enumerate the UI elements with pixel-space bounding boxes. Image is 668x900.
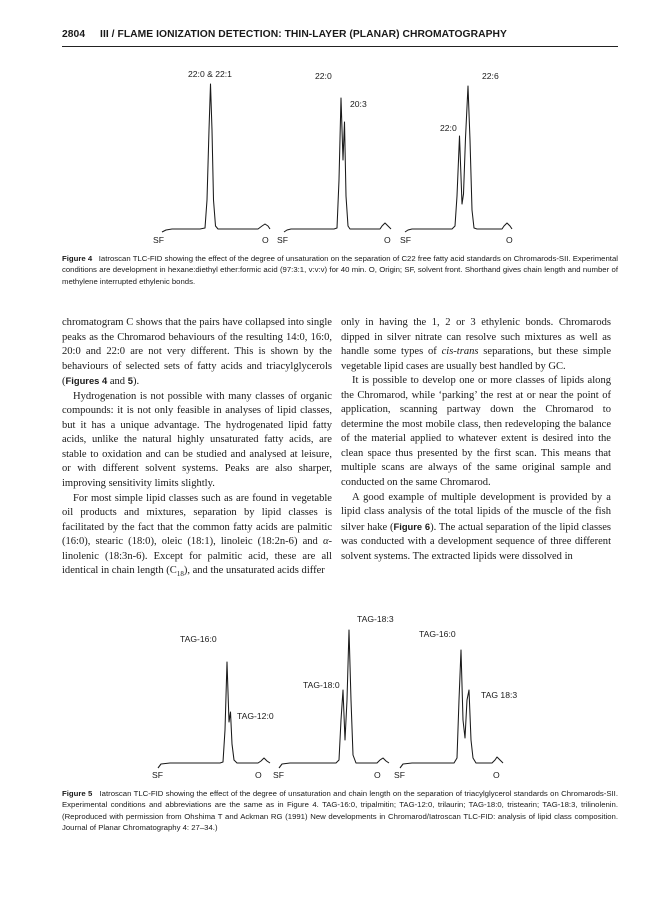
fig5-peak-label: TAG-16:0 [419,629,456,639]
fig5-peak-label: TAG-16:0 [180,634,217,644]
fig5-origin-label: O [493,770,500,780]
body-paragraph: It is possible to develop one or more classes of lipids along the Chromarod, while ‘parking’ the rest at or near the point of application, scanning partway down the Chromarod to determine the most mobile class, then redeveloping the balance of the material applied to whatever extent is desired into the clean space thus presented by the first scan. This means that multiple scans are always of the same original sample and conducted on the same Chromarod. [341,375,611,489]
fig4-sf-label: SF [400,235,411,245]
fig5-peak-label: TAG-18:0 [303,680,340,690]
figure-5-caption-label: Figure 5 [62,789,93,798]
fig5-peak-label: TAG 18:3 [481,690,518,700]
fig4-peak-label: 20:3 [350,99,367,109]
fig4-trace-panel-b [284,98,391,232]
fig4-peak-label: 22:0 & 22:1 [188,69,232,79]
figure-5-chromatograms [0,600,668,790]
fig4-origin-label: O [262,235,269,245]
fig4-trace-panel-a [162,84,270,232]
figure-4-caption [62,253,618,287]
fig5-peak-label: TAG-12:0 [237,711,274,721]
fig5-sf-label: SF [394,770,405,780]
fig5-origin-label: O [374,770,381,780]
figure-4-chromatograms [0,0,668,250]
body-paragraph: only in having the 1, 2 or 3 ethylenic bonds. Chromarods dipped in silver nitrate can resolve such mixtures as well as handle some types of cis-trans separations, but these simple vegetable lipid cases are usually best handled by GC. [341,317,611,372]
fig4-origin-label: O [384,235,391,245]
fig5-trace-panel-c [400,650,503,768]
running-title: III / FLAME IONIZATION DETECTION: THIN-LAYER (PLANAR) CHROMATOGRAPHY [100,29,507,40]
page-number: 2804 [62,29,86,40]
fig5-origin-label: O [255,770,262,780]
body-right-column [341,316,611,564]
fig5-sf-label: SF [152,770,163,780]
fig4-trace-panel-c [405,86,512,232]
body-paragraph: For most simple lipid classes such as are found in vegetable oil products and mixtures, separation by lipid classes is facilitated by the fact that the common fatty acids are palmitic (16:0), stearic (18:0), oleic (18:1), linoleic (18:2n-6) and α-linolenic (18:3n-6). Except for palmitic acid, these are all identical in chain length $(C_{18})$, and the unsaturated acids differ [62,492,332,579]
body-paragraph: A good example of multiple development is provided by a lipid class analysis of the total lipids of the muscle of the fish silver hake (Figure 6). The actual separation of the lipid classes was conducted with a development sequence of three different solvent systems. The extracted lipids were dissolved in [341,491,611,562]
fig4-peak-label: 22:0 [440,123,457,133]
body-paragraph: Hydrogenation is not possible with many classes of organic compounds: it is not only feasible in analyses of lipid classes, but it has a unique advantage. The hydrogenated lipid fatty acids, unlike the natural highly unsaturated fatty acids, are stable to oxidation and can be studied and analysed at leisure, or with different solvent systems. Peaks are also sharper, improving sensitivity limits slightly. [62,390,332,490]
fig4-peak-label: 22:6 [482,71,499,81]
fig4-origin-label: O [506,235,513,245]
body-paragraph: chromatogram C shows that the pairs have collapsed into single peaks as the Chromarod behaviours of the resulting 14:0, 16:0, 20:0 and 22:0 are not very different. This is shown by the behaviours of selected sets of fatty acids and triacylglycerols (Figures 4 and 5). [62,317,332,388]
fig5-trace-panel-b [279,630,389,768]
fig5-sf-label: SF [273,770,284,780]
fig4-sf-label: SF [277,235,288,245]
figure-5-caption-text: Iatroscan TLC-FID showing the effect of the degree of unsaturation and chain length on the separation of triacylglycerol standards on Chromarods-SII. Experimental conditions and abbreviations are the same as in Figure 4. TAG-16:0, tripalmitin; TAG-12:0, trilaurin; TAG-18:0, tristearin; TAG-18:3, trilinolenin. (Reproduced with permission from Ohshima T and Ackman RG (1991) New developments in Chromarod/Iatroscan TLC-FID: analysis of lipid class composition. Journal of Planar Chromatography 4: 27–34.) [62,789,618,833]
body-left-column [62,316,332,582]
figure-4-caption-text: Iatroscan TLC-FID showing the effect of the degree of unsaturation on the separation of C22 free fatty acid standards on Chromarods-SII. Experimental conditions are development in hexane:diethyl ether:formic acid (97:3:1, v:v:v) for 40 min. O, Origin; SF, solvent front. Shorthand gives chain length and number of methylene interrupted ethylenic bonds. [62,254,618,286]
fig5-peak-label: TAG-18:3 [357,614,394,624]
fig4-peak-label: 22:0 [315,71,332,81]
figure-4-caption-label: Figure 4 [62,254,93,263]
figure-5-caption [62,788,618,834]
fig4-sf-label: SF [153,235,164,245]
